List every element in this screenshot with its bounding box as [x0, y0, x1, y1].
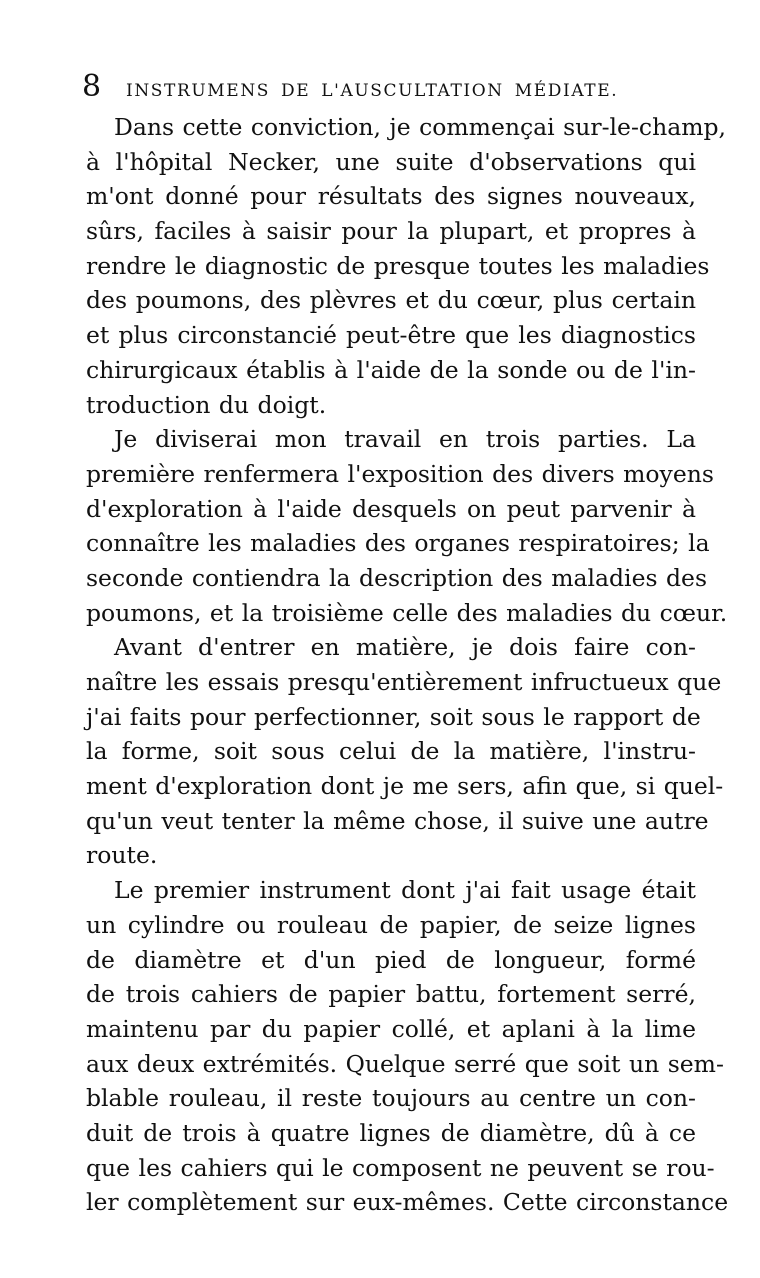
text-line: qu'un veut tenter la même chose, il suive une autre	[86, 806, 709, 835]
text-line: route.	[86, 841, 158, 870]
text-line: rendre le diagnostic de presque toutes les maladies	[86, 251, 710, 280]
text-line: poumons, et la troisième celle des maladies du cœur.	[86, 598, 728, 627]
text-line: j'ai faits pour perfectionner, soit sous le rapport de	[86, 702, 701, 731]
paragraph	[86, 873, 729, 1220]
text-line: connaître les maladies des organes respiratoires; la	[86, 529, 710, 558]
text-line: ler complètement sur eux-mêmes. Cette circonstance	[86, 1188, 729, 1217]
text-line: de diamètre et d'un pied de longueur, formé	[86, 945, 696, 974]
page-number: 8	[82, 69, 102, 104]
text-line: la forme, soit sous celui de la matière, l'instru-	[86, 737, 696, 766]
text-line: Le premier instrument dont j'ai fait usage était	[114, 876, 696, 905]
paragraph	[86, 110, 727, 422]
paragraph	[86, 422, 728, 630]
text-line: Dans cette conviction, je commençai sur-le-champ,	[114, 113, 727, 141]
text-line: duit de trois à quatre lignes de diamètre, dû à ce	[86, 1118, 696, 1147]
text-line: naître les essais presqu'entièrement infructueux que	[86, 668, 722, 696]
running-title: INSTRUMENS DE L'AUSCULTATION MÉDIATE.	[126, 81, 619, 101]
text-line: première renfermera l'exposition des divers moyens	[86, 459, 714, 488]
text-line: m'ont donné pour résultats des signes nouveaux,	[86, 182, 696, 211]
text-line: maintenu par du papier collé, et aplani à la lime	[86, 1014, 696, 1043]
text-line: aux deux extrémités. Quelque serré que soit un sem-	[86, 1049, 724, 1078]
text-line: Je diviserai mon travail en trois parties. La	[114, 425, 696, 454]
text-line: sûrs, faciles à saisir pour la plupart, et propres à	[86, 217, 696, 246]
text-line: seconde contiendra la description des maladies des	[86, 563, 708, 592]
text-line: à l'hôpital Necker, une suite d'observations qui	[86, 147, 696, 176]
text-line: des poumons, des plèvres et du cœur, plus certain	[86, 286, 696, 315]
text-line: troduction du doigt.	[86, 390, 327, 419]
text-line: ment d'exploration dont je me sers, afin que, si quel-	[86, 772, 724, 801]
text-line: que les cahiers qui le composent ne peuvent se rou-	[86, 1153, 715, 1182]
text-line: un cylindre ou rouleau de papier, de seize lignes	[86, 910, 696, 939]
text-line: Avant d'entrer en matière, je dois faire con-	[114, 633, 696, 662]
body-text	[86, 110, 729, 1220]
text-line: et plus circonstancié peut-être que les diagnostics	[86, 321, 696, 350]
text-line: chirurgicaux établis à l'aide de la sonde ou de l'in-	[86, 355, 696, 384]
text-line: de trois cahiers de papier battu, fortement serré,	[86, 980, 696, 1009]
page-header	[82, 69, 682, 104]
text-line: blable rouleau, il reste toujours au centre un con-	[86, 1084, 696, 1113]
paragraph	[86, 630, 724, 873]
text-line: d'exploration à l'aide desquels on peut parvenir à	[86, 494, 696, 523]
